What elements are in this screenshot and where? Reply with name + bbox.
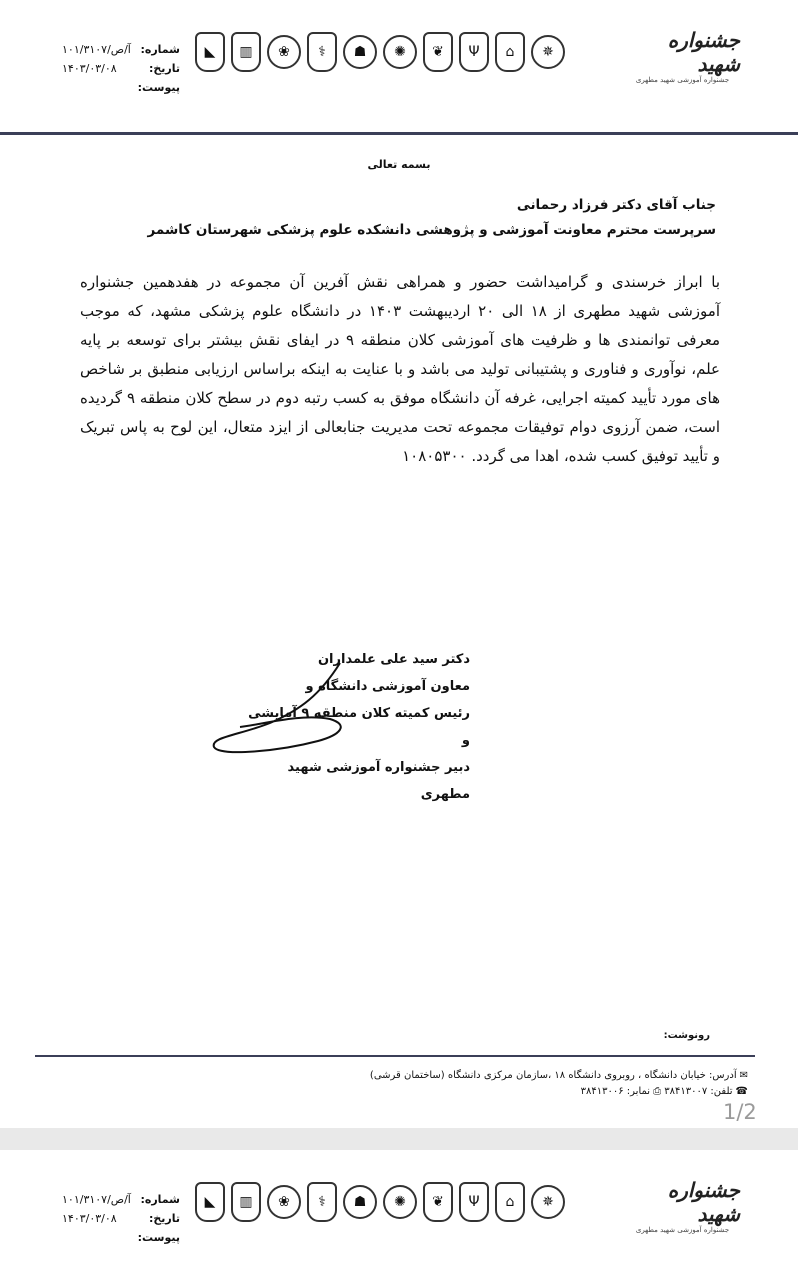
shield-icon: ◣	[195, 32, 225, 72]
date-value: ۱۴۰۳/۰۳/۰۸	[62, 62, 117, 75]
letterhead	[0, 0, 798, 100]
signatory-title-3: دبیر جشنواره آموزشی شهید مطهری	[287, 760, 470, 802]
tulip-icon: Ψ	[459, 1182, 489, 1222]
university-logos-page-2	[195, 1182, 565, 1222]
festival-logo-page-2	[625, 1172, 740, 1232]
tulip-icon: Ψ	[459, 32, 489, 72]
recipient	[76, 193, 716, 243]
seal-icon: ✺	[383, 35, 417, 69]
letter-page-2	[0, 1150, 798, 1280]
date-label: تاریخ:	[148, 62, 180, 75]
date-value: ۱۴۰۳/۰۳/۰۸	[62, 1212, 117, 1225]
medallion-icon: ✵	[531, 35, 565, 69]
number-value: ۱۰۱/آ/ص/۳۱۰۷	[62, 1193, 131, 1206]
letter-meta	[62, 40, 180, 97]
crest-icon: ⚕	[307, 32, 337, 72]
fax-icon: ⎙	[653, 1086, 662, 1097]
letter-body: با ابراز خرسندی و گرامیداشت حضور و همراهی نقش آفرین آن مجموعه در هفدهمین جشنواره آموزشی شهید مطهری از ۱۸ الی ۲۰ اردیبهشت ۱۴۰۳ در دانشگاه علوم پزشکی مشهد، که موجب معرفی توانمندی ها و ظرفیت های آموزشی کلان منطقه ۹ در ایفای نقش بیشتر برای توسعه بر پایه علم، نوآوری و فناوری و پشتیبانی تولید می باشد و با عنایت به اینکه براساس ارزیابی منطبق بر شاخص های مورد تأیید کمیته اجرایی، غرفه آن دانشگاه موفق به کسب رتبه دوم در سطح کلان منطقه ۹ گردیده است، ضمن آرزوی دوام توفیقات مجموعه تحت مدیریت جنابعالی از ایزد متعال، این لوح به پاس تبریک و تأیید توفیق کسب شده، اهدا می گردد. ۱۰۸۰۵۳۰۰	[80, 273, 721, 465]
shield-icon: ◣	[195, 1182, 225, 1222]
date-label: تاریخ:	[148, 1212, 180, 1225]
attachment-label: پیوست:	[137, 81, 180, 94]
header-divider	[0, 132, 798, 135]
signatory-title-2: رئیس کمیته کلان منطقه ۹ آمایشی و	[248, 706, 470, 748]
number-value: ۱۰۱/آ/ص/۳۱۰۷	[62, 43, 131, 56]
letterhead-page-2	[0, 1150, 798, 1250]
phone-text: تلفن: ۳۸۴۱۳۰۰۷	[664, 1086, 733, 1097]
number-label: شماره:	[140, 43, 180, 56]
festival-logo-text: جشنواره شهید	[667, 28, 740, 76]
tower-icon: ☗	[343, 1185, 377, 1219]
fax-text: نمابر: ۳۸۴۱۳۰۰۶	[580, 1086, 651, 1097]
signatory-name: دکتر سید علی علمداران	[317, 652, 470, 667]
attachment-value	[62, 1228, 132, 1247]
signatory-title-1: معاون آموزشی دانشگاه و	[305, 679, 470, 694]
emblem-icon: ❀	[267, 1185, 301, 1219]
attachment-value	[62, 78, 132, 97]
book-icon: ❦	[423, 32, 453, 72]
attachment-label: پیوست:	[137, 1231, 180, 1244]
bismillah: بسمه تعالی	[367, 158, 431, 171]
tower-icon: ☗	[343, 35, 377, 69]
phone-icon: ☎	[735, 1086, 748, 1097]
building-icon: ⌂	[495, 1182, 525, 1222]
book-icon: ❦	[423, 1182, 453, 1222]
page-indicator: 1/2	[723, 1100, 757, 1124]
footer-divider	[35, 1055, 755, 1057]
address-text: آدرس: خیابان دانشگاه ، روبروی دانشگاه ۱۸ ،سازمان مرکزی دانشگاه (ساختمان قرشی)	[369, 1070, 737, 1081]
building-icon: ⌂	[495, 32, 525, 72]
signature-block	[240, 646, 470, 808]
festival-logo-caption: جشنواره آموزشی شهید مطهری	[635, 76, 730, 84]
medallion-icon: ✵	[531, 1185, 565, 1219]
recipient-name: جناب آقای دکتر فرزاد رحمانی	[516, 197, 716, 213]
number-label: شماره:	[140, 1193, 180, 1206]
letter-meta-page-2	[62, 1190, 180, 1247]
festival-logo-caption: جشنواره آموزشی شهید مطهری	[635, 1226, 730, 1234]
cc-label: رونوشت:	[663, 1030, 710, 1041]
flame-icon: ▥	[231, 32, 261, 72]
emblem-icon: ❀	[267, 35, 301, 69]
mail-icon: ✉	[739, 1070, 748, 1081]
crest-icon: ⚕	[307, 1182, 337, 1222]
seal-icon: ✺	[383, 1185, 417, 1219]
footer-address	[0, 1068, 748, 1100]
flame-icon: ▥	[231, 1182, 261, 1222]
university-logos	[195, 32, 565, 72]
recipient-title: سرپرست محترم معاونت آموزشی و پژوهشی دانشکده علوم پزشکی شهرستان کاشمر	[147, 222, 716, 238]
festival-logo	[625, 22, 740, 82]
festival-logo-text: جشنواره شهید	[667, 1178, 740, 1226]
